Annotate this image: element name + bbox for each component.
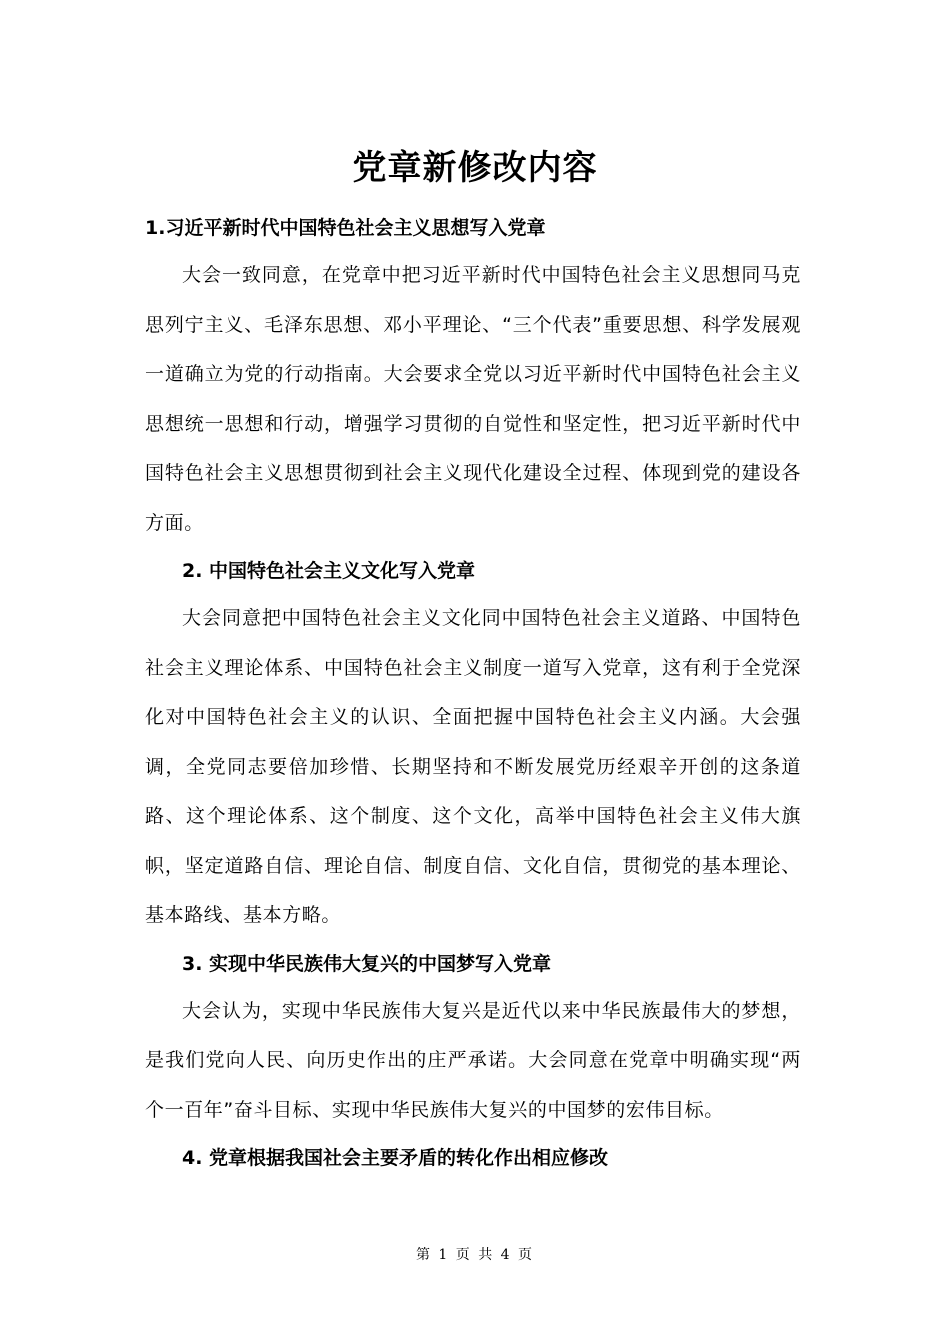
section-1-paragraph: 大会一致同意，在党章中把习近平新时代中国特色社会主义思想同马克思列宁主义、毛泽东思想、邓小平理论、“三个代表”重要思想、科学发展观一道确立为党的行动指南。大会要求全党以习近平新时代中国特色社会主义思想统一思想和行动，增强学习贯彻的自觉性和坚定性，把习近平新时代中国特色社会主义思想贯彻到社会主义现代化建设全过程、体现到党的建设各方面。 [145, 264, 801, 534]
section-3-heading: 3. 实现中华民族伟大复兴的中国梦写入党章 [182, 952, 552, 975]
section-4-heading: 4. 党章根据我国社会主要矛盾的转化作出相应修改 [182, 1147, 609, 1169]
section-2-heading: 2. 中国特色社会主义文化写入党章 [182, 560, 476, 582]
section-1-heading: 1.习近平新时代中国特色社会主义思想写入党章 [145, 217, 546, 239]
section-2-paragraph: 大会同意把中国特色社会主义文化同中国特色社会主义道路、中国特色社会主义理论体系、中国特色社会主义制度一道写入党章，这有利于全党深化对中国特色社会主义的认识、全面把握中国特色社会主义内涵。大会强调，全党同志要倍加珍惜、长期坚持和不断发展党历经艰辛开创的这条道路、这个理论体系、这个制度、这个文化，高举中国特色社会主义伟大旗帜，坚定道路自信、理论自信、制度自信、文化自信，贯彻党的基本理论、基本路线、基本方略。 [145, 607, 801, 926]
section-3-paragraph: 大会认为，实现中华民族伟大复兴是近代以来中华民族最伟大的梦想，是我们党向人民、向历史作出的庄严承诺。大会同意在党章中明确实现“两个一百年”奋斗目标、实现中华民族伟大复兴的中国梦的宏伟目标。 [145, 999, 801, 1121]
page-title: 党章新修改内容 [352, 148, 598, 188]
page-number-footer: 第 1 页 共 4 页 [415, 1247, 535, 1263]
document-body [145, 205, 801, 1181]
